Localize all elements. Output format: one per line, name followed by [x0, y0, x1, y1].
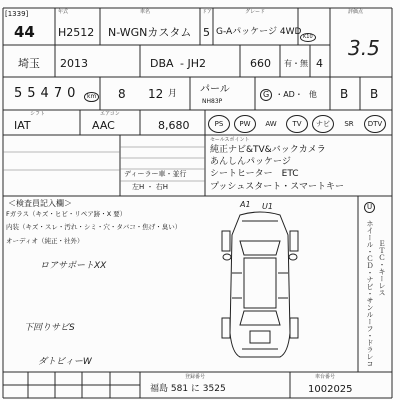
model-code-suffix: - JH2	[180, 57, 206, 70]
color-option-other: 他	[308, 90, 317, 99]
interior-grade: B	[340, 87, 349, 101]
year-label: 年式	[58, 9, 69, 15]
equipment-dtv: DTV	[364, 115, 386, 133]
auction-score: 3.5	[348, 36, 380, 60]
seat-count: 4	[316, 57, 323, 70]
ac-option: 有・無	[284, 59, 308, 68]
car-windshield	[240, 241, 280, 255]
mileage-unit: km	[84, 92, 99, 102]
inspection-year: 8	[118, 87, 126, 101]
chassis-number: 1002025	[308, 384, 353, 395]
exterior-grade: B	[370, 87, 379, 101]
grade-value: G-Aパッケージ 4WD	[216, 27, 302, 37]
color-code: NH83P	[202, 98, 223, 105]
equipment-sr: SR	[344, 120, 354, 128]
shift-label: シフト	[30, 111, 46, 117]
side-column-text: ＥＴＣ・キーレス	[378, 240, 386, 296]
grade-mark-badge: K10	[300, 33, 316, 42]
mileage: 55470	[14, 86, 81, 101]
inspection-month: 12	[148, 87, 164, 101]
grade-label: グレード	[245, 9, 266, 15]
score-label: 評価点	[348, 9, 364, 15]
color-change-options	[260, 89, 320, 101]
inspection-check: Fガラス（キズ・ヒビ・リペア跡・X 要）	[6, 210, 127, 218]
steering-side: 左H ・ 右H	[132, 183, 168, 191]
side-column-mark: U	[364, 202, 375, 213]
month-label: 月	[168, 89, 178, 99]
car-spare-box	[250, 331, 270, 343]
car-body	[230, 212, 290, 357]
sales-point: 純正ナビ&TV&バックカメラ	[210, 145, 326, 155]
doors-label: ドア	[202, 9, 212, 15]
wheel-front-left	[222, 231, 230, 251]
sales-point: あんしんパッケージ	[210, 157, 291, 167]
license-plate: 福島 581 に 3525	[150, 384, 226, 394]
car-rear-window	[240, 311, 280, 325]
equipment-navi: ナビ	[312, 115, 334, 133]
sales-points-title: セールスポイント	[210, 137, 250, 143]
wheel-front-right	[290, 231, 298, 251]
model-year: 2013	[60, 57, 88, 70]
lot-number: 44	[14, 23, 35, 41]
model-name: N-WGNカスタム	[108, 26, 192, 39]
car-door-lines	[232, 273, 288, 298]
damage-mark: A1	[240, 200, 251, 209]
displacement: 660	[250, 57, 271, 70]
first-registration: H2512	[58, 26, 95, 39]
door-count: 5	[203, 26, 210, 39]
chassis-label: 車台番号	[315, 374, 336, 380]
equipment-tv: TV	[286, 115, 308, 133]
side-column-text: ホイール・ＣＤ・ナビ・サンルーフ・ドラレコ	[366, 220, 374, 367]
numeric-value: 8,680	[158, 119, 190, 132]
inspector-note: 下回りサビS	[24, 323, 75, 333]
inspection-title: ＜検査員記入欄＞	[8, 199, 72, 208]
shift-type: IAT	[14, 119, 31, 132]
model-code: DBA	[150, 57, 174, 70]
mirror-right	[289, 254, 297, 260]
color-option-ad: ・AD・	[275, 90, 303, 99]
wheel-rear-left	[222, 318, 230, 338]
equipment-list	[208, 115, 386, 133]
sales-point: プッシュスタート・スマートキー	[210, 182, 345, 192]
mirror-left	[223, 254, 231, 260]
equipment-pw: PW	[234, 115, 256, 133]
ac-type: AAC	[92, 119, 115, 132]
inspection-check: オーディオ（純正・社外）	[6, 237, 84, 245]
inspection-check: 内装（キズ・スレ・汚れ・シミ・穴・タバコ・焦げ・臭い）	[6, 223, 182, 231]
car-damage-diagram	[210, 200, 310, 363]
body-color: パール	[200, 84, 230, 95]
car-roof	[244, 258, 276, 308]
color-option-g: G	[260, 89, 272, 101]
equipment-aw: AW	[265, 120, 277, 128]
model-name-label: 車名	[140, 9, 151, 15]
sales-point: シートヒーター ETC	[210, 169, 299, 179]
ac-label: エアコン	[100, 111, 120, 117]
region: 埼玉	[18, 57, 40, 70]
vehicle-origin: ディーラー車・並行	[124, 170, 187, 178]
inspector-note: ロアサポートXX	[40, 261, 107, 271]
inspector-note: ダトビィーW	[38, 357, 92, 367]
lot-box: [1339]	[5, 10, 29, 18]
wheel-rear-right	[290, 318, 298, 338]
plate-label: 登録番号	[185, 374, 206, 380]
damage-mark: U1	[262, 202, 273, 211]
equipment-ps: PS	[208, 115, 230, 133]
